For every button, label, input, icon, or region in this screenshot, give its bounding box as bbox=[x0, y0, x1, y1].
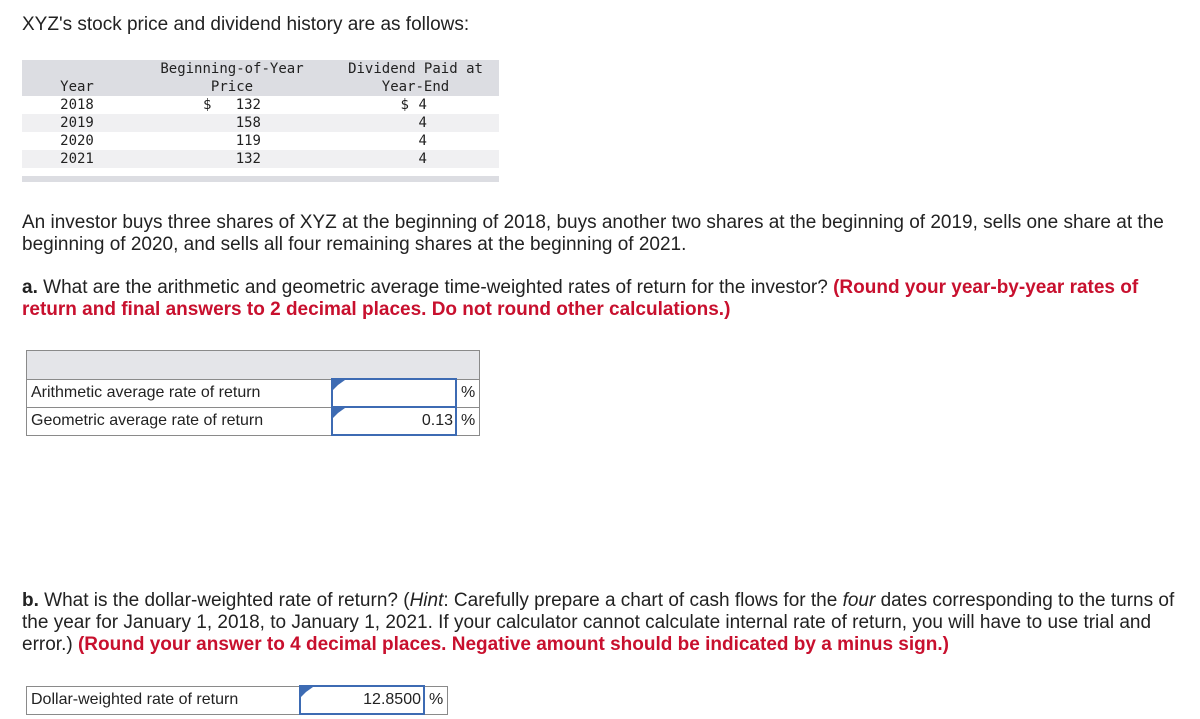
year-header: Year bbox=[60, 79, 94, 95]
year-cell: 2019 bbox=[60, 115, 94, 131]
flag-icon bbox=[301, 687, 313, 697]
geometric-input[interactable]: 0.13 bbox=[332, 407, 456, 435]
arithmetic-label: Arithmetic average rate of return bbox=[27, 379, 333, 407]
dollar-weighted-label: Dollar-weighted rate of return bbox=[27, 686, 301, 714]
question-a-instruction: (Round your year-by-year rates of return and final answers to 2 decimal places. Do not round other calculations.) bbox=[22, 277, 1139, 320]
question-a bbox=[22, 277, 1182, 321]
year-cell: 2021 bbox=[60, 151, 94, 167]
hint-label: Hint bbox=[409, 590, 444, 611]
answer-row-dollar-weighted bbox=[27, 686, 448, 714]
price-header-line2: Price bbox=[210, 79, 254, 95]
table-row bbox=[22, 114, 499, 132]
question-b-instruction: (Round your answer to 4 decimal places. Negative amount should be indicated by a minus sign.) bbox=[77, 634, 949, 655]
answer-table-header bbox=[27, 351, 480, 380]
dividend-cell: 4 bbox=[418, 115, 427, 131]
percent-unit: % bbox=[424, 686, 448, 714]
price-cell: 132 bbox=[235, 97, 261, 113]
year-cell: 2020 bbox=[60, 133, 94, 149]
dividend-cell: 4 bbox=[418, 97, 427, 113]
table-header-row bbox=[22, 60, 499, 78]
table-row bbox=[22, 96, 499, 114]
dollar-weighted-input[interactable]: 12.8500 bbox=[300, 686, 424, 714]
price-cell: 119 bbox=[235, 133, 261, 149]
flag-icon bbox=[333, 408, 345, 418]
answer-table-a bbox=[26, 350, 480, 436]
dividend-header: Dividend Paid at bbox=[348, 61, 483, 77]
geometric-label: Geometric average rate of return bbox=[27, 407, 333, 435]
four-emphasis: four bbox=[842, 590, 876, 611]
intro-text: XYZ's stock price and dividend history are as follows: bbox=[22, 14, 470, 35]
answer-row-arithmetic bbox=[27, 379, 480, 407]
question-a-letter: a. bbox=[22, 277, 38, 298]
question-a-text: What are the arithmetic and geometric average time-weighted rates of return for the investor? bbox=[37, 277, 834, 298]
price-cell: 132 bbox=[235, 151, 261, 167]
table-header-row bbox=[22, 78, 499, 96]
answer-row-geometric bbox=[27, 407, 480, 435]
price-cell: 158 bbox=[235, 115, 261, 131]
answer-table-b bbox=[26, 685, 448, 715]
dividend-header-line2: Year-End bbox=[381, 79, 450, 95]
year-cell: 2018 bbox=[60, 97, 94, 113]
table-footer-bar bbox=[22, 176, 499, 182]
question-b-letter: b. bbox=[22, 590, 39, 611]
percent-unit: % bbox=[456, 407, 480, 435]
percent-unit: % bbox=[456, 379, 480, 407]
dividend-cell: 4 bbox=[418, 133, 427, 149]
price-header: Beginning-of-Year bbox=[160, 61, 304, 77]
flag-icon bbox=[333, 380, 345, 390]
arithmetic-input[interactable] bbox=[332, 379, 456, 407]
table-row bbox=[22, 150, 499, 168]
table-row bbox=[22, 132, 499, 150]
scenario-text: An investor buys three shares of XYZ at the beginning of 2018, buys another two shares at the beginning of 2019, sells one share at the beginning of 2020, and sells all four remaining shares at the beginning of 2021. bbox=[22, 212, 1164, 255]
stock-price-table bbox=[22, 60, 499, 182]
question-b: b. What is the dollar-weighted rate of return? (Hint: Carefully prepare a chart of cash flows for the four dates corresponding to the turns of the year for January 1, 2018, to January 1, 2021. If your calculator cannot calculate internal rate of return, you will have to use trial and error.) (Round your answer to 4 decimal places. Negative amount should be indicated by a minus sign.) bbox=[22, 590, 1175, 655]
dividend-cell: 4 bbox=[418, 151, 427, 167]
currency-sign: $ bbox=[400, 97, 409, 113]
currency-sign: $ bbox=[203, 97, 212, 113]
